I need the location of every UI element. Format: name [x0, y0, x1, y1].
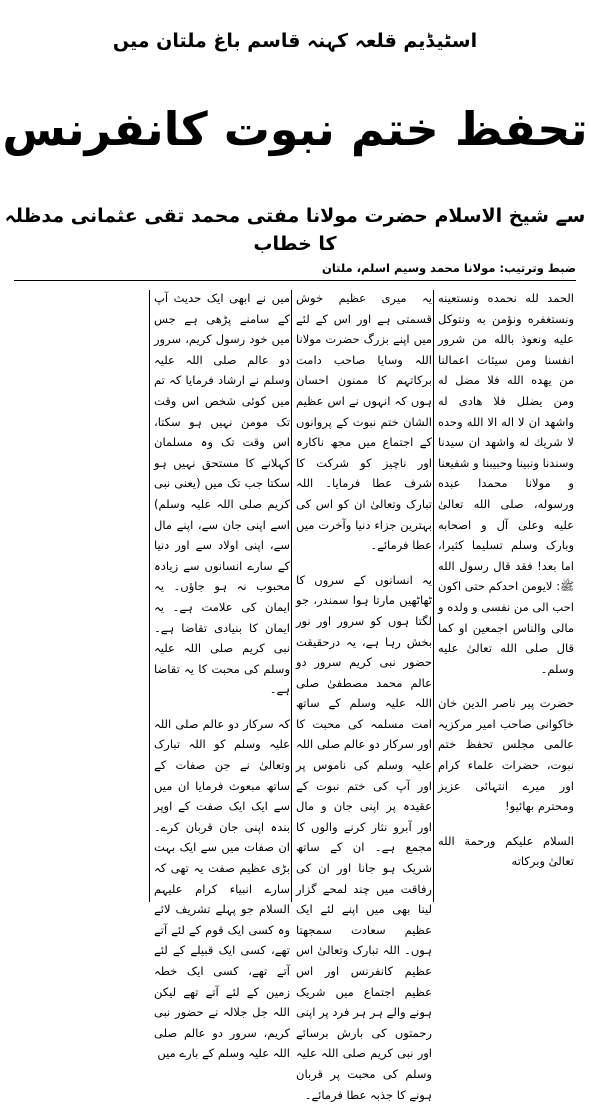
venue-subtitle: اسٹیڈیم قلعہ کہنہ قاسم باغ ملتان میں	[112, 30, 478, 52]
column-1	[438, 288, 574, 908]
compiler-credit: ضبط وترتیب: مولانا محمد وسیم اسلم، ملتان	[322, 261, 576, 275]
page-title: تحفظ ختم نبوت کانفرنس	[2, 102, 588, 156]
speaker-byline: سے شیخ الاسلام حضرت مولانا مفتی محمد تقی عثمانی مدظلہ کا خطاب	[4, 205, 586, 255]
column-2	[296, 288, 432, 1102]
column-divider	[149, 290, 150, 902]
column-3	[154, 288, 290, 1061]
column-2-paragraph-1: یہ میری عظیم خوش قسمتی ہے اور اس کے لئے میں اپنے بزرگ حضرت مولانا اللہ وسایا صاحب دامت برکاتہم کا ممنون احسان ہوں کہ انہوں نے اس عظیم الشان ختم نبوت کے پروانوں کے اجتماع میں مجھ ناکارہ اور ناچیز کو شرکت کا شرف عطا فرمایا۔ اللہ تبارک وتعالیٰ ان کو اس کی بہترین جزاء دنیا وآخرت میں عطا فرمائے۔	[296, 291, 432, 553]
column-4	[12, 288, 148, 908]
column-1-address: حضرت پیر ناصر الدین خان خاکوانی صاحب امیر مرکزیہ عالمی مجلس تحفظ ختم نبوت، حضرات علماء کرام اور میرے انتہائی عزیز ومحترم بھائیو!	[438, 696, 574, 814]
column-3-paragraph-1: میں نے ابھی ایک حدیث آپ کے سامنے پڑھی ہے جس میں خود رسول کریم، سرور دو عالم صلی اللہ علیہ وسلم نے ارشاد فرمایا کہ تم میں کوئی شخص اس وقت تک مومن نہیں ہو سکتا، اس وقت تک وہ مسلمان کہلانے کا مستحق نہیں ہو سکتا جب تک میں (یعنی نبی کریم صلی اللہ علیہ وسلم) اسے اپنی جان سے، اپنے مال سے، اپنی اولاد سے اور دنیا کے سارے انسانوں سے زیادہ محبوب نہ ہو جاؤں۔ یہ ایمان کی علامت ہے۔ یہ ایمان کا بنیادی تقاضا ہے۔ نبی کریم صلی اللہ علیہ وسلم کی محبت کا یہ تقاضا ہے۔	[154, 291, 290, 697]
column-1-salam: السلام علیکم ورحمة الله تعالیٰ وبرکاته	[438, 833, 574, 869]
column-divider	[291, 290, 292, 902]
column-divider	[433, 290, 434, 902]
column-2-paragraph-2: یہ انسانوں کے سروں کا ٹھاٹھیں مارتا ہوا سمندر، جو لگتا ہوں کو سرور اور نور بخش رہا ہے، یہ درحقیقت حضور نبی کریم سرور دو عالم محمد مصطفیٰ صلی اللہ علیہ وسلم کے ساتھ امت مسلمہ کی محبت کا اور سرکار دو عالم صلی اللہ علیہ وسلم کی ناموس پر اور آپ کی ختم نبوت کے عقیدہ پر اپنی جان و مال اور آبرو نثار کرنے والوں کا مجمع ہے۔ ان کے ساتھ شریک ہو جانا اور ان کی رفاقت میں چند لمحے گزار لینا بھی میں اپنے لئے ایک عظیم سعادت سمجھتا ہوں۔ اللہ تبارک وتعالیٰ اس عظیم کانفرنس اور اس عظیم اجتماع میں شریک ہونے والے ہر ہر فرد پر اپنی رحمتوں کی بارش برسائے اور نبی کریم صلی اللہ علیہ وسلم کی محبت پر قربان ہونے کا جذبہ عطا فرمائے۔	[296, 572, 432, 1102]
column-1-arabic-khutba: الحمد لله نحمده ونستعينه ونستغفره ونؤمن به ونتوكل عليه ونعوذ بالله من شرور انفسنا ومن سيئات اعمالنا من يهده الله فلا مضل له ومن يضلل فلا هادى له واشهد ان لا اله الا الله وحده لا شريك له واشهد ان سيدنا وسندنا ونبينا وحبيبنا و شفيعنا و مولانا محمدا عبده ورسوله، صلى الله تعالىٰ عليه وعلى آل و اصحابه وبارک وسلم تسليما كثيرا، اما بعد! فقد قال رسول الله ﷺ: لايومن احدكم حتى اكون احب الى من نفسى و ولده و مالى والناس اجمعين او كما قال صلى الله تعالىٰ عليه وسلم۔	[438, 291, 574, 676]
column-3-paragraph-2: کہ سرکار دو عالم صلی اللہ علیہ وسلم کو اللہ تبارک وتعالیٰ نے جن صفات کے ساتھ مبعوث فرمایا ان میں سے ایک ایک صفت کے اوپر بندہ اپنی جان قربان کرے۔ ان صفات میں سے ایک بہت بڑی عظیم صفت یہ تھی کہ سارے انبیاء کرام علیہم السلام جو پہلے تشریف لائے وہ کسی ایک قوم کے لئے آتے تھے، کسی ایک قبیلے کے لئے آتے تھے، کسی ایک خطہ زمین کے لئے آتے تھے لیکن اللہ جل جلالہ نے حضور نبی کریم، سرور دو عالم صلی اللہ علیہ وسلم کے بارے میں	[154, 716, 290, 1061]
header-divider	[14, 280, 576, 281]
